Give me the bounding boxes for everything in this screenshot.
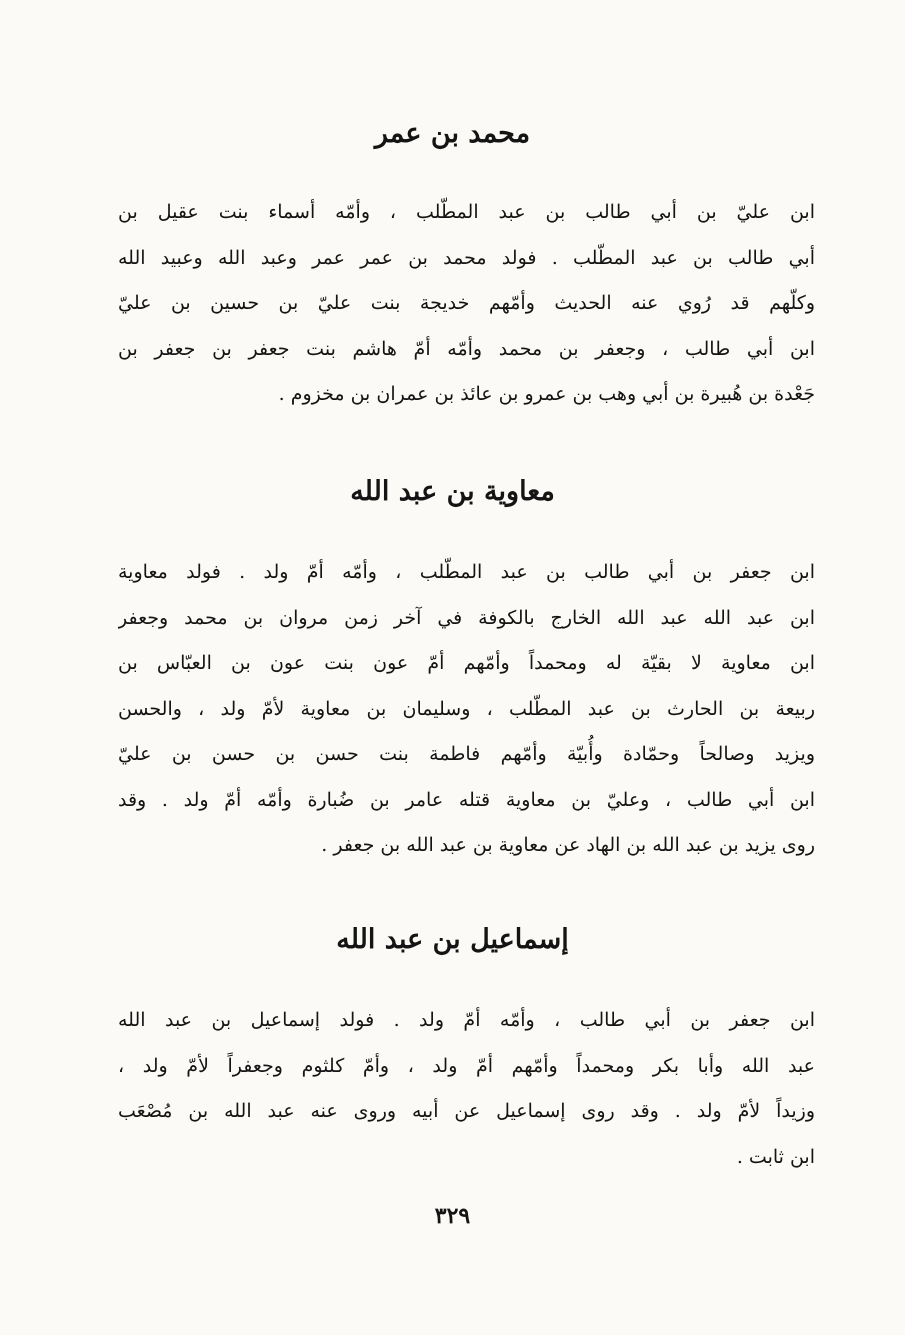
- text-line: ابن معاوية لا بقيّة له ومحمداً وأمّهم أمّ عون بنت عون بن العبّاس بن: [118, 652, 815, 674]
- text-line: ابن جعفر بن أبي طالب بن عبد المطّلب ، وأمّه أمّ ولد . فولد معاوية: [118, 561, 815, 583]
- section-title-ismail-ibn-abdullah: إسماعيل بن عبد الله: [336, 924, 569, 955]
- text-line: ابن جعفر بن أبي طالب ، وأمّه أمّ ولد . فولد إسماعيل بن عبد الله: [118, 1009, 815, 1031]
- text-line: ابن أبي طالب ، وجعفر بن محمد وأمّه أمّ هاشم بنت جعفر بن جعفر بن: [118, 337, 815, 360]
- page-number: ٣٢٩: [434, 1203, 471, 1229]
- section-body-muhammad-ibn-umar: [118, 190, 815, 418]
- section-body-muawiya-ibn-abdullah: [118, 550, 815, 869]
- section-title-muawiya-ibn-abdullah: معاوية بن عبد الله: [350, 476, 555, 507]
- text-line: روى يزيد بن عبد الله بن الهاد عن معاوية بن عبد الله بن جعفر .: [321, 834, 815, 856]
- text-line: وكلّهم قد رُوي عنه الحديث وأمّهم خديجة بنت عليّ بن حسين بن عليّ: [118, 292, 815, 314]
- text-line: ابن أبي طالب ، وعليّ بن معاوية قتله عامر بن ضُبارة وأمّه أمّ ولد . وقد: [118, 788, 815, 811]
- text-line: ربيعة بن الحارث بن عبد المطّلب ، وسليمان بن معاوية لأمّ ولد ، والحسن: [118, 697, 815, 720]
- text-line: ابن ثابت .: [736, 1145, 815, 1168]
- text-line: ابن عليّ بن أبي طالب بن عبد المطّلب ، وأمّه أسماء بنت عقيل بن: [118, 201, 815, 223]
- section-title-muhammad-ibn-umar: محمد بن عمر: [374, 118, 531, 149]
- section-body-ismail-ibn-abdullah: [118, 998, 815, 1180]
- text-line: أبي طالب بن عبد المطّلب . فولد محمد بن عمر عمر وعبد الله وعبيد الله: [118, 246, 815, 269]
- text-line: جَعْدة بن هُبيرة بن أبي وهب بن عمرو بن عائذ بن عمران بن مخزوم .: [278, 383, 815, 405]
- text-line: وزيداً لأمّ ولد . وقد روى إسماعيل عن أبيه وروى عنه عبد الله بن مُصْعَب: [118, 1100, 815, 1122]
- text-line: ويزيد وصالحاً وحمّادة وأُبيّة وأمّهم فاطمة بنت حسن بن حسن بن عليّ: [118, 743, 815, 765]
- text-line: عبد الله وأبا بكر ومحمداً وأمّهم أمّ ولد ، وأمّ كلثوم وجعفراً لأمّ ولد ،: [118, 1054, 815, 1077]
- text-line: ابن عبد الله عبد الله الخارج بالكوفة في آخر زمن مروان بن محمد وجعفر: [118, 606, 815, 629]
